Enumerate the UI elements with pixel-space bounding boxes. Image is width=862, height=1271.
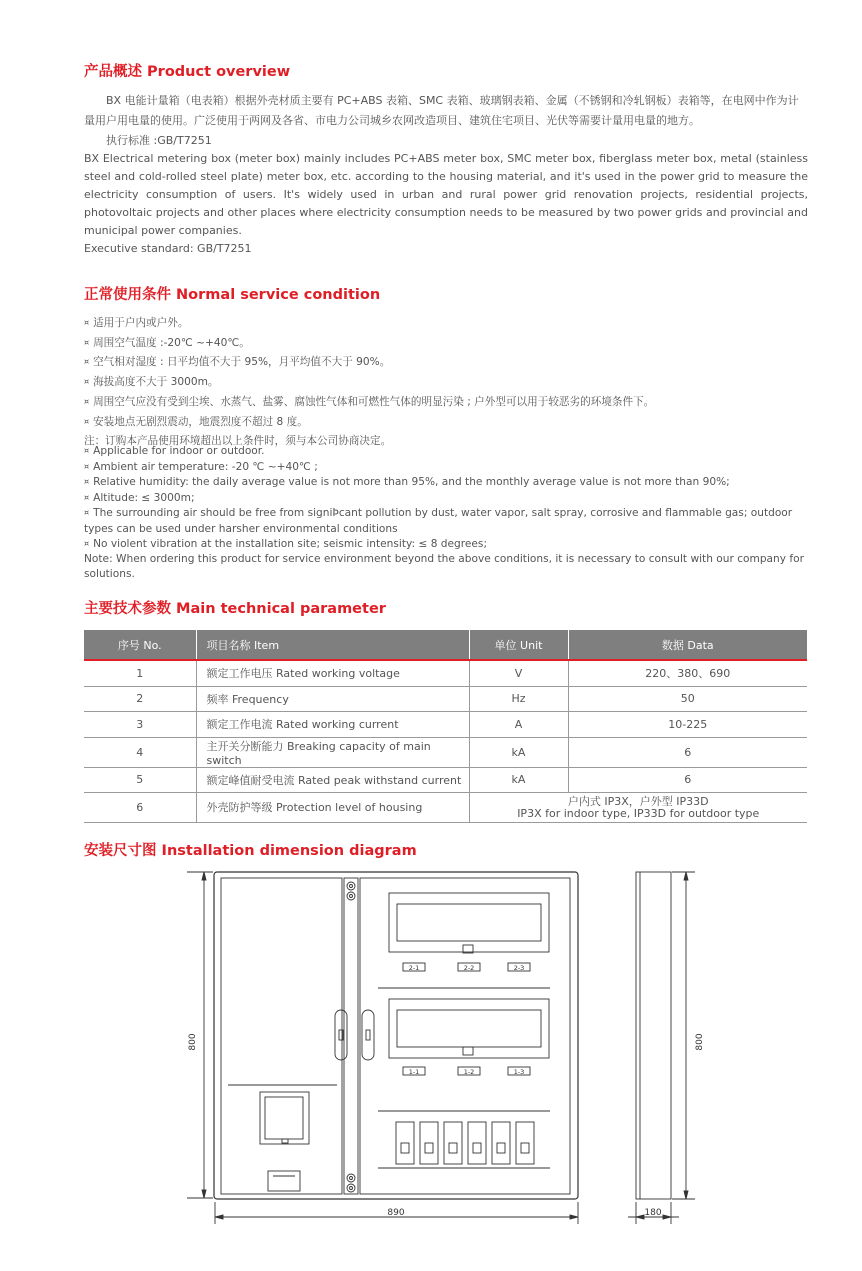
label-text: 2-3 [513, 964, 525, 972]
cell-no: 1 [84, 660, 196, 686]
bullet-icon: ¤ [84, 377, 90, 387]
list-item: ¤ 适用于户内或户外。 [84, 317, 189, 329]
bullet-icon: ¤ [84, 396, 90, 406]
cell-unit: Hz [469, 686, 568, 712]
list-item: ¤ 空气相对湿度 : 日平均值不大于 95%，月平均值不大于 90%。 [84, 356, 391, 369]
table-header-row [84, 630, 807, 660]
list-item: ¤ Applicable for indoor or outdoor. [84, 445, 265, 457]
list-item: ¤ No violent vibration at the installation site; seismic intensity: ≤ 8 degrees; [84, 537, 488, 550]
middle-window [389, 999, 549, 1058]
params-table [84, 630, 807, 823]
meter-window [260, 1092, 309, 1144]
dimension-height-side: 800 [695, 1033, 705, 1051]
table-row [84, 793, 807, 823]
label-text: 2-2 [463, 964, 475, 972]
right-handle [362, 1010, 374, 1060]
label-text: 1-2 [463, 1068, 475, 1076]
bullet-icon: ¤ [84, 318, 90, 327]
service-cn-list [84, 314, 814, 451]
cell-no: 4 [84, 737, 196, 767]
list-item: ¤ 周围空气应没有受到尘埃、水蒸气、盐雾、腐蚀性气体和可燃性气体的明显污染 ; 户外型可以用于较恶劣的环境条件下。 [84, 395, 655, 408]
cell-data: 6 [568, 737, 807, 767]
dimension-depth-side: 180 [644, 1208, 662, 1218]
cell-item: 额定峰值耐受电流 Rated peak withstand current [196, 767, 469, 793]
bullet-icon: ¤ [84, 446, 90, 455]
overview-text [84, 91, 808, 258]
overview-en-standard: Executive standard: GB/T7251 [84, 242, 252, 255]
cell-item: 外壳防护等级 Protection level of housing [196, 793, 469, 823]
cell-unit: A [469, 712, 568, 738]
overview-en-paragraph: BX Electrical metering box (meter box) mainly includes PC+ABS meter box, SMC meter box, fiberglass meter box, metal (stainless steel and cold-rolled steel plate) meter box, etc. according to the housing material, and it's used in the power grid to measure the electricity consumption of users. It's widely used in urban and rural power grid renovation projects, residential projects, photovoltaic projects and other places where electricity consumption needs to be measured by two power grids and provincial and municipal power companies. [84, 152, 808, 237]
header-item: 项目名称 Item [196, 630, 469, 660]
service-en-list [84, 444, 814, 581]
cell-no: 6 [84, 793, 196, 823]
cell-data: 220、380、690 [568, 660, 807, 686]
cell-data-line1: 户内式 IP3X，户外型 IP33D [567, 794, 709, 808]
installation-diagram [0, 860, 862, 1240]
header-data: 数据 Data [568, 630, 807, 660]
cell-no: 3 [84, 712, 196, 738]
right-door [360, 878, 570, 1194]
left-handle [335, 1010, 347, 1060]
bullet-icon: ¤ [84, 337, 90, 347]
left-door [221, 878, 342, 1194]
service-title: 正常使用条件 Normal service condition [84, 287, 381, 303]
cell-data: 50 [568, 686, 807, 712]
cell-unit: kA [469, 767, 568, 793]
table-row [84, 686, 807, 712]
table-row [84, 712, 807, 738]
overview-title: 产品概述 Product overview [84, 64, 291, 80]
cell-item: 频率 Frequency [196, 686, 469, 712]
service-en-note: Note: When ordering this product for service environment beyond the above conditions, it is necessary to consult with our company for solutions. [84, 553, 804, 580]
bullet-icon: ¤ [84, 492, 90, 502]
list-item: ¤ 安装地点无剧烈震动，地震烈度不超过 8 度。 [84, 415, 308, 428]
bullet-icon: ¤ [84, 538, 90, 548]
overview-cn-paragraph: BX 电能计量箱（电表箱）根据外壳材质主要有 PC+ABS 表箱、SMC 表箱、玻璃钢表箱、金属（不锈钢和冷轧钢板）表箱等，在电网中作为计量用户用电量的使用。广泛使用于两网及各省、市电力公司城乡农网改造项目、建筑住宅项目、光伏等需要计量用电量的地方。 [84, 94, 799, 127]
hinge-bolt [347, 892, 355, 900]
hinge-bolt [347, 882, 355, 890]
dimension-height-front: 800 [188, 1033, 198, 1051]
hinge-column [344, 878, 358, 1194]
list-item: ¤ 海拔高度不大于 3000m。 [84, 376, 219, 389]
table-row [84, 737, 807, 767]
hinge-bolt [347, 1184, 355, 1192]
cell-item: 额定工作电流 Rated working current [196, 712, 469, 738]
list-item: ¤ Altitude: ≤ 3000m; [84, 491, 195, 504]
table-row [84, 767, 807, 793]
cell-item: 额定工作电压 Rated working voltage [196, 660, 469, 686]
params-title: 主要技术参数 Main technical parameter [84, 601, 386, 617]
cell-no: 5 [84, 767, 196, 793]
breaker-row [396, 1122, 534, 1164]
dimension-width-front: 890 [387, 1208, 405, 1218]
list-item: ¤ Ambient air temperature: -20 ℃ ~+40℃ ; [84, 460, 318, 473]
overview-cn-standard: 执行标准 :GB/T7251 [106, 134, 212, 147]
side-view [636, 872, 671, 1199]
header-unit: 单位 Unit [469, 630, 568, 660]
cell-unit: V [469, 660, 568, 686]
diagram-title: 安装尺寸图 Installation dimension diagram [84, 843, 417, 859]
bullet-icon: ¤ [84, 461, 90, 471]
list-item: ¤ 周围空气温度 :-20℃ ~+40℃。 [84, 336, 250, 349]
list-item: ¤ The surrounding air should be free from signiÞcant pollution by dust, water vapor, salt spray, corrosive and flammable gas; outdoor types can be used under harsher environmental conditions [84, 507, 793, 535]
list-item: ¤ Relative humidity: the daily average value is not more than 95%, and the monthly average value is not more than 90%; [84, 476, 730, 489]
cell-data: 10-225 [568, 712, 807, 738]
cell-data [469, 793, 807, 823]
side-height-dimension [672, 872, 695, 1199]
cell-data: 6 [568, 767, 807, 793]
cell-data-line2: IP3X for indoor type, IP33D for outdoor type [517, 806, 760, 820]
top-window [389, 893, 549, 953]
label-text: 1-3 [513, 1068, 525, 1076]
bullet-icon: ¤ [84, 416, 90, 426]
bullet-icon: ¤ [84, 508, 90, 518]
label-text: 2-1 [408, 964, 420, 972]
service-cn-note: 注：订购本产品使用环境超出以上条件时，须与本公司协商决定。 [84, 435, 392, 448]
cell-no: 2 [84, 686, 196, 712]
header-no: 序号 No. [84, 630, 196, 660]
bullet-icon: ¤ [84, 477, 90, 487]
hinge-bolt [347, 1174, 355, 1182]
cell-item: 主开关分断能力 Breaking capacity of main switch [196, 737, 469, 767]
cell-unit: kA [469, 737, 568, 767]
nameplate [268, 1171, 300, 1191]
table-row [84, 660, 807, 686]
bullet-icon: ¤ [84, 357, 90, 367]
label-text: 1-1 [408, 1068, 420, 1076]
